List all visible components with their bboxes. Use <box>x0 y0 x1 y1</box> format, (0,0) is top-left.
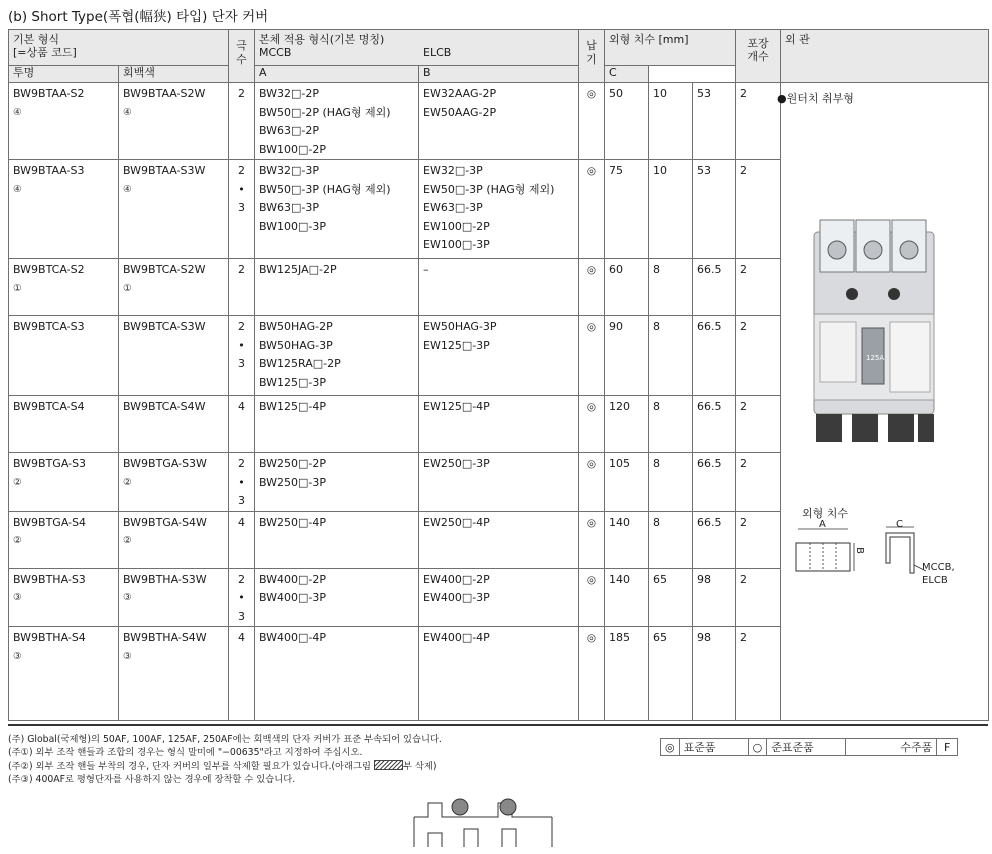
clear-code-cell: BW9BTAA-S3 ④ <box>9 160 119 259</box>
legend-table <box>660 738 958 756</box>
mccb-cell: BW250□-2P BW250□-3P <box>255 453 419 512</box>
dim-a-label: A <box>819 519 826 530</box>
clear-code-cell: BW9BTCA-S2 ① <box>9 259 119 316</box>
hatch-swatch-icon <box>374 760 403 770</box>
delivery-cell: ◎ <box>579 568 605 627</box>
dim-a-cell: 75 <box>605 160 649 259</box>
terminal-cover-cutout-drawing <box>408 795 558 851</box>
header-clear: 투명 <box>9 66 119 83</box>
elcb-cell: EW400□-4P <box>419 627 579 721</box>
dim-c-label: C <box>896 519 903 530</box>
package-cell: 2 <box>736 83 781 160</box>
delivery-cell: ◎ <box>579 627 605 721</box>
package-cell: 2 <box>736 627 781 721</box>
footnote-2: (주②) 외부 조작 핸들 부착의 경우, 단자 커버의 일부를 삭제할 필요가 있습니다.(아래그림 부 삭제) <box>8 760 437 772</box>
clear-code-cell: BW9BTGA-S3 ② <box>9 453 119 512</box>
delivery-cell: ◎ <box>579 396 605 453</box>
dim-b-cell: 8 <box>649 511 693 568</box>
gray-code-cell: BW9BTHA-S4W ③ <box>119 627 229 721</box>
dim-c-cell: 66.5 <box>693 316 736 396</box>
package-cell: 2 <box>736 259 781 316</box>
poles-cell: 2 <box>229 259 255 316</box>
page-title: (b) Short Type(폭협(幅狭) 타입) 단자 커버 <box>8 9 269 25</box>
legend-semi-mark: ○ <box>748 739 767 756</box>
gray-code-cell: BW9BTAA-S3W ④ <box>119 160 229 259</box>
header-gray: 회백색 <box>119 66 229 83</box>
header-b: B <box>419 66 579 83</box>
header-appearance: 외 관 <box>781 30 989 83</box>
elcb-cell: EW125□-4P <box>419 396 579 453</box>
package-cell: 2 <box>736 316 781 396</box>
mccb-cell: BW400□-2P BW400□-3P <box>255 568 419 627</box>
elcb-cell: EW50HAG-3P EW125□-3P <box>419 316 579 396</box>
clear-code-cell: BW9BTCA-S4 <box>9 396 119 453</box>
elcb-cell: EW32AAG-2P EW50AAG-2P <box>419 83 579 160</box>
poles-cell: 2 • 3 <box>229 160 255 259</box>
gray-code-cell: BW9BTHA-S3W ③ <box>119 568 229 627</box>
dim-a-cell: 90 <box>605 316 649 396</box>
header-delivery: 납기 <box>579 30 605 83</box>
gray-code-cell: BW9BTGA-S3W ② <box>119 453 229 512</box>
dim-b-cell: 8 <box>649 453 693 512</box>
dim-a-cell: 185 <box>605 627 649 721</box>
dim-b-cell: 8 <box>649 396 693 453</box>
poles-cell: 2 • 3 <box>229 316 255 396</box>
footnote-1: (주①) 외부 조작 핸들과 조합의 경우는 형식 말미에 "−00635"라고 지정하여 주십시오. <box>8 747 363 759</box>
header-basic-type: 기본 형식 [=상품 코드] <box>9 30 229 66</box>
gray-code-cell: BW9BTCA-S2W ① <box>119 259 229 316</box>
clear-code-cell: BW9BTGA-S4 ② <box>9 511 119 568</box>
header-mccb: MCCB <box>259 46 292 59</box>
footnote-3: (주③) 400AF로 평형단자를 사용하지 않는 경우에 장착할 수 있습니다. <box>8 774 296 786</box>
delivery-cell: ◎ <box>579 160 605 259</box>
clear-code-cell: BW9BTAA-S2 ④ <box>9 83 119 160</box>
poles-cell: 2 <box>229 83 255 160</box>
dim-drawing-title: 외형 치수 <box>802 507 849 520</box>
mccb-cell: BW125JA□-2P <box>255 259 419 316</box>
clear-code-cell: BW9BTHA-S4 ③ <box>9 627 119 721</box>
clear-code-cell: BW9BTHA-S3 ③ <box>9 568 119 627</box>
mccb-cell: BW32□-3P BW50□-3P (HAG형 제외) BW63□-3P BW100□-3P <box>255 160 419 259</box>
dim-c-cell: 66.5 <box>693 396 736 453</box>
elcb-cell: EW32□-3P EW50□-3P (HAG형 제외) EW63□-3P EW100□-2P EW100□-3P <box>419 160 579 259</box>
header-package: 포장 개수 <box>736 30 781 83</box>
footnotes <box>8 733 442 787</box>
mccb-cell: BW400□-4P <box>255 627 419 721</box>
legend-order-mark: F <box>937 739 958 756</box>
legend-order: 수주품 <box>846 739 937 756</box>
header-elcb: ELCB <box>423 46 452 59</box>
delivery-cell: ◎ <box>579 453 605 512</box>
dim-c-cell: 66.5 <box>693 511 736 568</box>
dim-c-cell: 66.5 <box>693 259 736 316</box>
delivery-cell: ◎ <box>579 259 605 316</box>
dim-a-cell: 50 <box>605 83 649 160</box>
mccb-cell: BW250□-4P <box>255 511 419 568</box>
legend-semi: 준표준품 <box>767 739 846 756</box>
dim-a-cell: 140 <box>605 568 649 627</box>
poles-cell: 2 • 3 <box>229 453 255 512</box>
elcb-cell: EW250□-4P <box>419 511 579 568</box>
dim-c-cell: 98 <box>693 568 736 627</box>
header-dims: 외형 치수 [mm] <box>605 30 736 66</box>
dim-b-label: B <box>853 547 865 554</box>
dim-b-cell: 8 <box>649 259 693 316</box>
poles-cell: 4 <box>229 396 255 453</box>
gray-code-cell: BW9BTCA-S4W <box>119 396 229 453</box>
gray-code-cell: BW9BTCA-S3W <box>119 316 229 396</box>
dim-c-cell: 53 <box>693 160 736 259</box>
dim-mccb-label: MCCB, <box>922 562 955 573</box>
dim-c-cell: 53 <box>693 83 736 160</box>
poles-cell: 4 <box>229 511 255 568</box>
dim-b-cell: 10 <box>649 160 693 259</box>
gray-code-cell: BW9BTGA-S4W ② <box>119 511 229 568</box>
dim-a-cell: 140 <box>605 511 649 568</box>
legend-standard: 표준품 <box>679 739 748 756</box>
header-poles: 극수 <box>229 30 255 83</box>
legend-standard-mark: ◎ <box>661 739 680 756</box>
dim-c-cell: 66.5 <box>693 453 736 512</box>
package-cell: 2 <box>736 160 781 259</box>
header-applied-type: 본체 적용 형식(기본 명칭) MCCB ELCB <box>255 30 579 66</box>
poles-cell: 2 • 3 <box>229 568 255 627</box>
package-cell: 2 <box>736 396 781 453</box>
header-c: C <box>605 66 649 83</box>
dim-a-cell: 60 <box>605 259 649 316</box>
table-bottom-rule <box>8 724 988 726</box>
dim-b-cell: 10 <box>649 83 693 160</box>
photo-rating-label: 125A <box>866 354 885 362</box>
delivery-cell: ◎ <box>579 83 605 160</box>
appearance-note: ●원터치 취부형 <box>777 92 854 105</box>
breaker-photo <box>796 216 946 446</box>
delivery-cell: ◎ <box>579 316 605 396</box>
mccb-cell: BW32□-2P BW50□-2P (HAG형 제외) BW63□-2P BW100□-2P <box>255 83 419 160</box>
dim-elcb-label: ELCB <box>922 575 948 586</box>
mccb-cell: BW50HAG-2P BW50HAG-3P BW125RA□-2P BW125□-3P <box>255 316 419 396</box>
package-cell: 2 <box>736 511 781 568</box>
dim-b-cell: 65 <box>649 627 693 721</box>
package-cell: 2 <box>736 453 781 512</box>
footnote-global: (주) Global(국제형)의 50AF, 100AF, 125AF, 250AF에는 회백색의 단자 커버가 표준 부속되어 있습니다. <box>8 734 442 745</box>
dim-c-cell: 98 <box>693 627 736 721</box>
dim-a-cell: 105 <box>605 453 649 512</box>
dim-b-cell: 65 <box>649 568 693 627</box>
poles-cell: 4 <box>229 627 255 721</box>
clear-code-cell: BW9BTCA-S3 <box>9 316 119 396</box>
delivery-cell: ◎ <box>579 511 605 568</box>
mccb-cell: BW125□-4P <box>255 396 419 453</box>
elcb-cell: EW250□-3P <box>419 453 579 512</box>
gray-code-cell: BW9BTAA-S2W ④ <box>119 83 229 160</box>
dim-a-cell: 120 <box>605 396 649 453</box>
package-cell: 2 <box>736 568 781 627</box>
elcb-cell: EW400□-2P EW400□-3P <box>419 568 579 627</box>
elcb-cell: – <box>419 259 579 316</box>
header-a: A <box>255 66 419 83</box>
dim-b-cell: 8 <box>649 316 693 396</box>
